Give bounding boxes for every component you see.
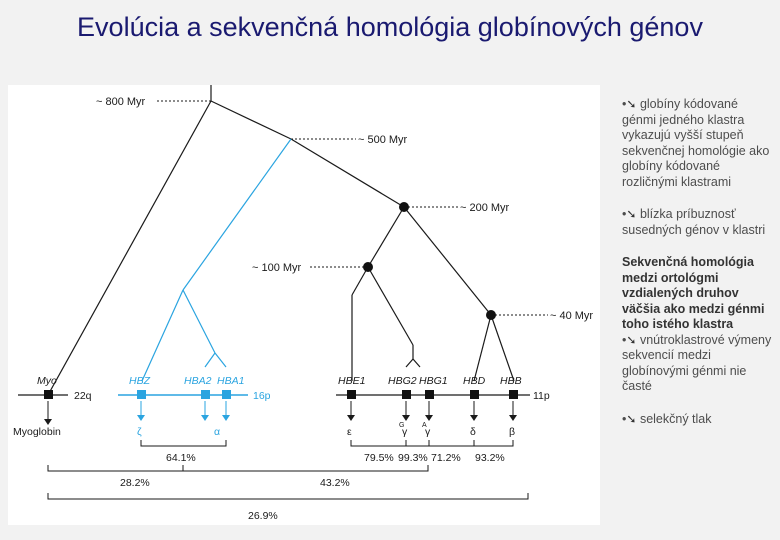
arrow-icon: ➘ [626, 97, 637, 111]
arrowhead-hba1 [222, 415, 230, 421]
bracket-myo-alpha [48, 465, 183, 471]
label-hbg1: HBG1 [419, 375, 448, 387]
arrowhead-hbe1 [347, 415, 355, 421]
label-epsilon: ε [347, 426, 352, 438]
gene-box-hbg2 [402, 390, 411, 399]
arrowhead-hbd [470, 415, 478, 421]
label-myoglobin: Myoglobin [13, 426, 61, 438]
gene-box-hbd [470, 390, 479, 399]
branch-to-200 [291, 139, 404, 207]
note-text: blízka príbuznosť susedných génov v klastri [622, 207, 766, 237]
label-hbe1: HBE1 [338, 375, 366, 387]
page-title: Evolúcia a sekvenčná homológia globínových génov [77, 12, 703, 42]
label-identity-g-d: 71.2% [431, 452, 461, 464]
branch-to-40 [404, 207, 491, 315]
label-800myr: ~ 800 Myr [96, 96, 146, 108]
branch-hba1 [215, 353, 226, 367]
branch-to-100 [368, 207, 404, 267]
label-locus-22q: 22q [74, 390, 92, 402]
bracket-alpha-beta [183, 465, 428, 471]
label-beta: β [509, 426, 516, 438]
label-zeta: ζ [137, 426, 142, 438]
node-100 [363, 262, 373, 272]
globin-evolution-diagram [8, 85, 600, 525]
gene-box-myo [44, 390, 53, 399]
label-locus-16p: 16p [253, 390, 271, 402]
label-hbd: HBD [463, 375, 486, 387]
arrowhead-hbg1 [425, 415, 433, 421]
arrow-icon: ➘ [626, 207, 637, 221]
note-cluster-homology [622, 97, 774, 190]
label-hbz: HBZ [129, 375, 150, 387]
note-text: selekčný tlak [639, 411, 712, 426]
label-identity-g-g: 99.3% [398, 452, 428, 464]
gene-box-hbg1 [425, 390, 434, 399]
note-selection-pressure [622, 412, 774, 428]
gene-box-hbb [509, 390, 518, 399]
label-500myr: ~ 500 Myr [358, 134, 408, 146]
gene-box-hbz [137, 390, 146, 399]
arrow-icon: ➘ [626, 411, 637, 426]
label-identity-zeta-alpha: 64.1% [166, 452, 196, 464]
arrowhead-hbb [509, 415, 517, 421]
branch-hbg2 [406, 359, 413, 367]
label-hbg2: HBG2 [388, 375, 417, 387]
label-identity-alpha-beta: 43.2% [320, 477, 350, 489]
branch-hbb [491, 315, 514, 381]
branch-to-gamma [368, 267, 413, 345]
label-locus-11p: 11p [533, 390, 550, 402]
label-40myr: ~ 40 Myr [550, 310, 594, 322]
label-hba2: HBA2 [184, 375, 212, 387]
note-neighbor-relatedness [622, 207, 774, 238]
bracket-beta-cluster [351, 440, 513, 446]
branch-hbd [474, 315, 491, 381]
label-gamma-a-sup: A [422, 422, 427, 429]
label-hba1: HBA1 [217, 375, 245, 387]
bracket-zeta-alpha [141, 440, 226, 446]
label-gamma-g: γ [402, 426, 408, 438]
branch-hbg1 [413, 359, 420, 367]
label-delta: δ [470, 426, 476, 438]
arrow-icon: ➘ [626, 332, 637, 347]
note-text-bold: Sekvenčná homológia medzi ortológmi vzdialených druhov väčšia ako medzi génmi toho istého klastra [622, 255, 765, 331]
label-100myr: ~ 100 Myr [252, 262, 302, 274]
bullet: • [622, 207, 627, 221]
phylogenetic-tree [8, 85, 600, 525]
note-intracluster-exchange [622, 333, 774, 395]
notes-panel [622, 97, 774, 444]
arrowhead-myo [44, 419, 52, 425]
bullet: • [622, 97, 627, 111]
label-200myr: ~ 200 Myr [460, 202, 510, 214]
arrowhead-hbg2 [402, 415, 410, 421]
note-ortholog-homology [622, 255, 774, 395]
branch-to-500 [211, 101, 291, 139]
bullet: • [622, 411, 627, 426]
node-200 [399, 202, 409, 212]
gene-box-hba1 [222, 390, 231, 399]
bullet: • [622, 332, 627, 347]
label-alpha: α [214, 426, 221, 438]
arrowhead-hbz [137, 415, 145, 421]
branch-hba2 [205, 353, 215, 367]
gene-box-hba2 [201, 390, 210, 399]
label-identity-myo-all: 26.9% [248, 510, 278, 522]
node-40 [486, 310, 496, 320]
branch-hbz [142, 290, 183, 381]
myo-branch [48, 101, 211, 395]
note-text: globíny kódované génmi jedného klastra vykazujú vyšší stupeň sekvenčnej homológie ako globíny kódované rozličnými klastrami [622, 97, 770, 189]
label-myo: Myo [37, 375, 57, 387]
label-identity-e-g: 79.5% [364, 452, 394, 464]
label-hbb: HBB [500, 375, 522, 387]
gene-box-hbe1 [347, 390, 356, 399]
label-gamma-a: γ [425, 426, 431, 438]
label-identity-myo-alpha: 28.2% [120, 477, 150, 489]
label-identity-d-b: 93.2% [475, 452, 505, 464]
branch-alpha-stem [183, 290, 215, 353]
arrowhead-hba2 [201, 415, 209, 421]
note-text: vnútroklastrové výmeny sekvencií medzi globínovými génmi nie časté [622, 332, 772, 393]
bracket-myo-all [48, 493, 528, 499]
label-gamma-g-sup: G [399, 422, 405, 429]
